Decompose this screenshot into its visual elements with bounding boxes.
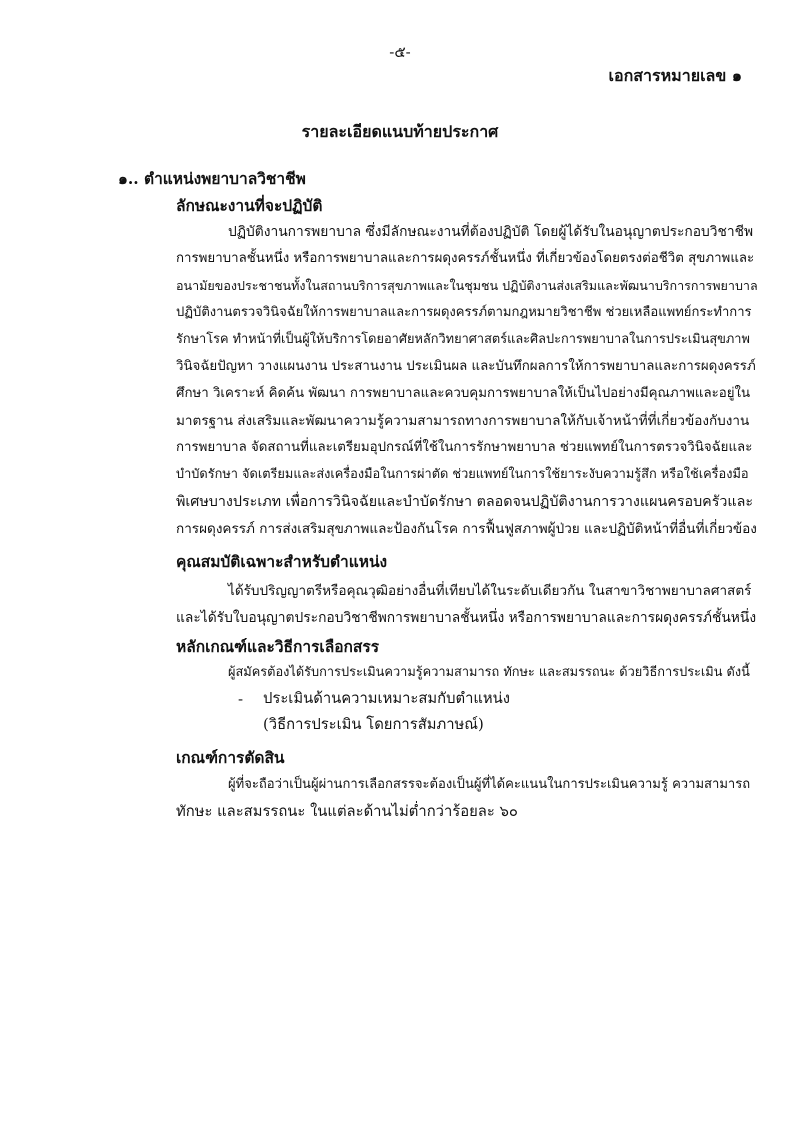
selection-method: (วิธีการประเมิน โดยการสัมภาษณ์) xyxy=(263,716,484,733)
paragraph-line: ปฏิบัติงานการพยาบาล ซึ่งมีลักษณะงานที่ต้องปฏิบัติ โดยผู้ได้รับในอนุญาตประกอบวิชาชีพ xyxy=(228,224,754,240)
paragraph-line: ปฏิบัติงานตรวจวินิจฉัยให้การพยาบาลและการผดุงครรภ์ตามกฎหมายวิชาชีพ ช่วยเหลือแพทย์กระทำการ xyxy=(176,305,752,320)
criteria-line: ทักษะ และสมรรถนะ ในแต่ละด้านไม่ต่ำกว่าร้อยละ ๖๐ xyxy=(176,803,518,820)
selection-intro: ผู้สมัครต้องได้รับการประเมินความรู้ความสามารถ ทักษะ และสมรรถนะ ด้วยวิธีการประเมิน ดังนี้ xyxy=(228,665,750,680)
page-number: -๕- xyxy=(389,43,411,61)
paragraph-line: อนามัยของประชาชนทั้งในสถานบริการสุขภาพและในชุมชน ปฏิบัติงานส่งเสริมและพัฒนาบริการการพยาบาล xyxy=(176,278,758,293)
selection-heading: หลักเกณฑ์และวิธีการเลือกสรร xyxy=(176,637,380,656)
paragraph-line: การพยาบาลชั้นหนึ่ง หรือการพยาบาลและการผดุงครรภ์ชั้นหนึ่ง ที่เกี่ยวข้องโดยตรงต่อชีวิต สุขภาพและ xyxy=(176,251,755,266)
qualifications-heading: คุณสมบัติเฉพาะสำหรับตำแหน่ง xyxy=(176,552,388,571)
document-title: รายละเอียดแนบท้ายประกาศ xyxy=(301,122,499,141)
paragraph-line: วินิจฉัยปัญหา วางแผนงาน ประสานงาน ประเมินผล และบันทึกผลการให้การพยาบาลและการผดุงครรภ์ xyxy=(176,359,756,374)
bullet-dash: - xyxy=(238,690,244,708)
job-description-heading: ลักษณะงานที่จะปฏิบัติ xyxy=(176,196,323,215)
criteria-heading: เกณฑ์การตัดสิน xyxy=(176,748,285,767)
paragraph-line: การพยาบาล จัดสถานที่และเตรียมอุปกรณ์ที่ใช้ในการรักษาพยาบาล ช่วยแพทย์ในการตรวจวินิจฉัยและ xyxy=(176,440,753,455)
paragraph-line: บำบัดรักษา จัดเตรียมและส่งเครื่องมือในการผ่าตัด ช่วยแพทย์ในการใช้ยาระงับความรู้สึก หรือใช้เครื่องมือ xyxy=(176,467,749,482)
selection-bullet: ประเมินด้านความเหมาะสมกับตำแหน่ง xyxy=(263,690,511,707)
paragraph-line: ศึกษา วิเคราะห์ คิดค้น พัฒนา การพยาบาลและควบคุมการพยาบาลให้เป็นไปอย่างมีคุณภาพและอยู่ใน xyxy=(176,386,751,401)
position-heading: ๑.. ตำแหน่งพยาบาลวิชาชีพ xyxy=(118,169,306,188)
paragraph-line: มาตรฐาน ส่งเสริมและพัฒนาความรู้ความสามารถทางการพยาบาลให้กับเจ้าหน้าที่ที่เกี่ยวข้องกับงาน xyxy=(176,413,750,429)
paragraph-line: การผดุงครรภ์ การส่งเสริมสุขภาพและป้องกันโรค การฟื้นฟูสภาพผู้ป่วย และปฏิบัติหน้าที่อื่นที่เกี่ยวข้อง xyxy=(176,521,757,537)
qualification-line: ได้รับปริญญาตรีหรือคุณวุฒิอย่างอื่นที่เทียบได้ในระดับเดียวกัน ในสาขาวิชาพยาบาลศาสตร์ xyxy=(228,583,752,599)
qualification-line: และได้รับใบอนุญาตประกอบวิชาชีพการพยาบาลชั้นหนึ่ง หรือการพยาบาลและการผดุงครรภ์ชั้นหนึ่ง xyxy=(176,610,757,626)
paragraph-line: รักษาโรค ทำหน้าที่เป็นผู้ให้บริการโดยอาศัยหลักวิทยาศาสตร์และศิลปะการพยาบาลในการประเมินสุขภาพ xyxy=(176,332,750,347)
criteria-line: ผู้ที่จะถือว่าเป็นผู้ผ่านการเลือกสรรจะต้องเป็นผู้ที่ได้คะแนนในการประเมินความรู้ ความสามารถ xyxy=(228,777,751,792)
document-number: เอกสารหมายเลข ๑ xyxy=(608,66,742,85)
paragraph-line: พิเศษบางประเภท เพื่อการวินิจฉัยและบำบัดรักษา ตลอดจนปฏิบัติงานการวางแผนครอบครัวและ xyxy=(176,494,754,510)
